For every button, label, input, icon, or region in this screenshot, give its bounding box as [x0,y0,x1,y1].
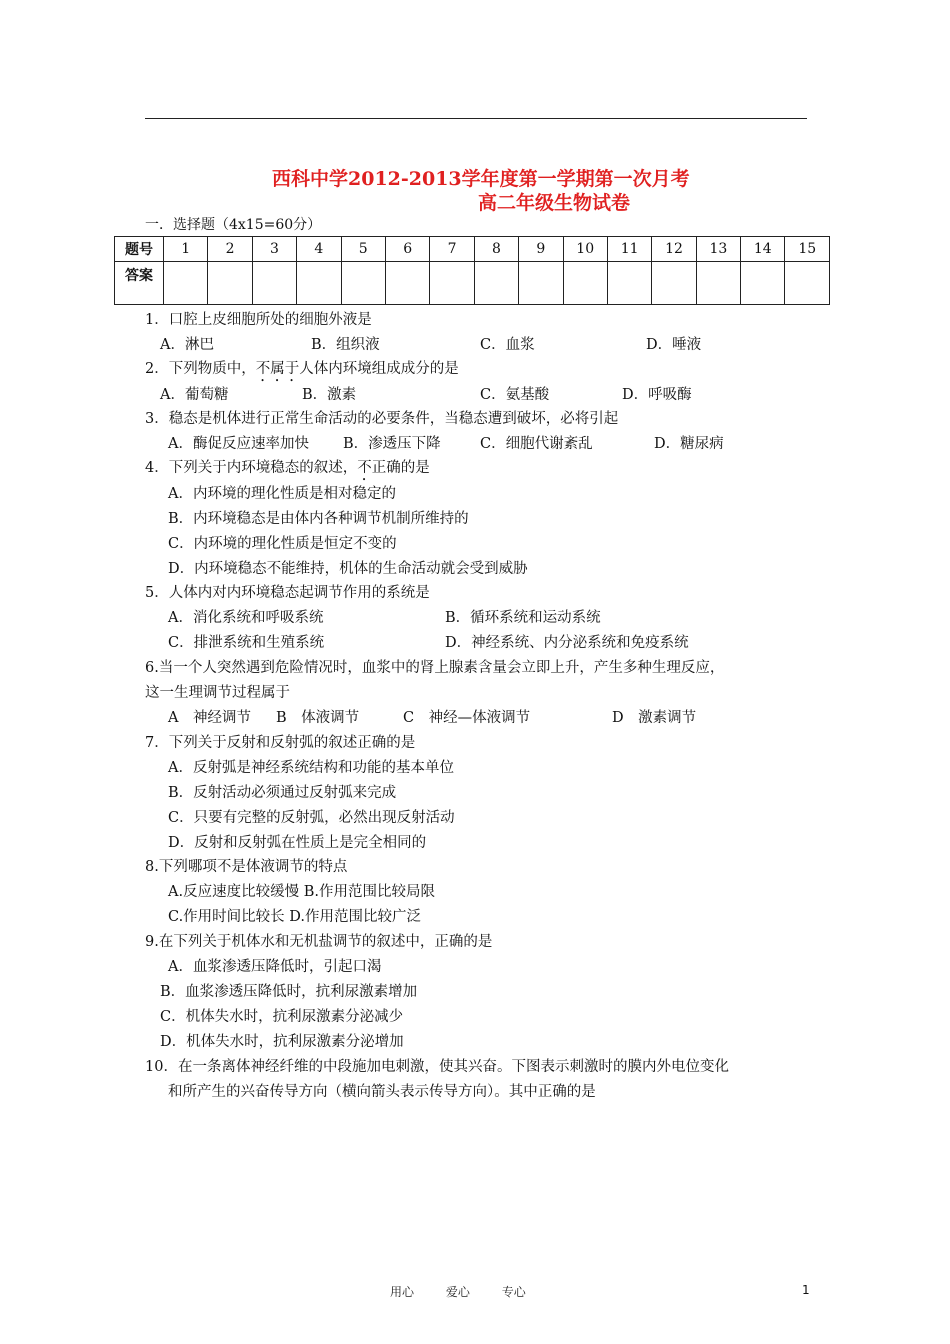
q5-stem: 5．人体内对内环境稳态起调节作用的系统是 [145,585,430,601]
answer-cell[interactable] [785,262,830,305]
q7-option-a: A．反射弧是神经系统结构和功能的基本单位 [168,760,454,776]
answer-cell[interactable] [297,262,341,305]
q2-stem [145,357,459,385]
exam-title-line2: 高二年级生物试卷 [478,192,631,214]
q1-option-b: B．组织液 [311,337,380,353]
footer-text-right: 专心 [501,1285,526,1299]
q10-stem-line1: 10．在一条离体神经纤维的中段施加电刺激，使其兴奋。下图表示刺激时的膜内外电位变化 [145,1059,729,1075]
q3-option-b: B．渗透压下降 [343,436,441,452]
row-header-answer: 答案 [115,262,164,305]
footer-text-mid: 爱心 [445,1285,470,1299]
answer-cell[interactable] [341,262,385,305]
qnum-cell: 11 [607,237,651,262]
q4-stem-emphasis: 不 [357,460,372,476]
q4-option-c: C．内环境的理化性质是恒定不变的 [168,536,397,552]
qnum-cell: 4 [297,237,341,262]
page-number: 1 [802,1283,810,1297]
q4-stem-pre: 4．下列关于内环境稳态的叙述， [145,460,358,476]
qnum-cell: 13 [696,237,740,262]
q9-option-b: B．血浆渗透压降低时，抗利尿激素增加 [160,984,418,1000]
q2-option-a: A．葡萄糖 [160,387,229,403]
answer-cell[interactable] [741,262,785,305]
q5-option-d: D．神经系统、内分泌系统和免疫系统 [445,635,689,651]
q8-options-ab: A.反应速度比较缓慢 B.作用范围比较局限 [168,884,435,900]
q5-option-a: A．消化系统和呼吸系统 [168,610,324,626]
q4-stem-post: 正确的是 [371,460,430,476]
q9-option-c: C．机体失水时，抗利尿激素分泌减少 [160,1009,404,1025]
q2-stem-pre: 2．下列物质中， [145,361,256,377]
q7-option-d: D．反射和反射弧在性质上是完全相同的 [168,835,427,851]
q9-stem: 9.在下列关于机体水和无机盐调节的叙述中，正确的是 [145,934,493,950]
q3-option-a: A．酶促反应速率加快 [168,436,309,452]
answer-row [115,262,830,305]
answer-cell[interactable] [652,262,696,305]
q5-option-b: B．循环系统和运动系统 [445,610,601,626]
answer-cell[interactable] [208,262,252,305]
q8-stem: 8.下列哪项不是体液调节的特点 [145,859,348,875]
q1-option-c: C．血浆 [480,337,535,353]
q10-stem-line2: 和所产生的兴奋传导方向（横向箭头表示传导方向）。其中正确的是 [168,1084,596,1100]
qnum-cell: 10 [563,237,607,262]
answer-cell[interactable] [164,262,208,305]
q5-option-c: C．排泄系统和生殖系统 [168,635,325,651]
answer-cell[interactable] [385,262,429,305]
row-header-number: 题号 [115,237,164,262]
q6-stem-line1: 6.当一个人突然遇到危险情况时，血浆中的肾上腺素含量会立即上升，产生多种生理反应， [145,660,725,676]
q4-option-d: D．内环境稳态不能维持，机体的生命活动就会受到威胁 [168,561,528,577]
q4-option-b: B．内环境稳态是由体内各种调节机制所维持的 [168,511,469,527]
answer-cell[interactable] [696,262,740,305]
answer-cell[interactable] [519,262,563,305]
header-rule [145,118,807,119]
q1-stem: 1．口腔上皮细胞所处的细胞外液是 [145,312,372,328]
qnum-cell: 5 [341,237,385,262]
q6-option-a: A 神经调节 [168,710,251,726]
q6-stem-line2: 这一生理调节过程属于 [145,685,290,701]
q9-option-d: D．机体失水时，抗利尿激素分泌增加 [160,1034,404,1050]
q7-option-c: C．只要有完整的反射弧，必然出现反射活动 [168,810,455,826]
q2-stem-post: 人体内环境组成成分的是 [299,361,459,377]
section-heading: 一．选择题（4x15=60分） [145,217,322,233]
question-number-row [115,237,830,262]
q3-stem: 3．稳态是机体进行正常生命活动的必要条件，当稳态遭到破坏，必将引起 [145,411,619,427]
q4-option-a: A．内环境的理化性质是相对稳定的 [168,486,396,502]
q1-option-a: A．淋巴 [160,337,214,353]
q6-option-b: B 体液调节 [276,710,360,726]
answer-cell[interactable] [607,262,651,305]
qnum-cell: 15 [785,237,830,262]
qnum-cell: 1 [164,237,208,262]
q2-option-c: C．氨基酸 [480,387,550,403]
qnum-cell: 2 [208,237,252,262]
q2-stem-emphasis: 不属于 [255,361,300,377]
q3-option-c: C．细胞代谢紊乱 [480,436,593,452]
q8-options-cd: C.作用时间比较长 D.作用范围比较广泛 [168,909,422,925]
answer-cell[interactable] [474,262,518,305]
qnum-cell: 9 [519,237,563,262]
q2-option-b: B．激素 [302,387,357,403]
qnum-cell: 6 [385,237,429,262]
qnum-cell: 3 [252,237,296,262]
q4-stem [145,456,430,484]
answer-cell[interactable] [430,262,474,305]
q9-option-a: A．血浆渗透压降低时，引起口渴 [168,959,382,975]
q1-option-d: D．唾液 [646,337,702,353]
qnum-cell: 12 [652,237,696,262]
qnum-cell: 8 [474,237,518,262]
qnum-cell: 7 [430,237,474,262]
footer-text-left: 用心 [390,1285,415,1299]
q6-option-d: D 激素调节 [612,710,697,726]
answer-cell[interactable] [252,262,296,305]
q7-stem: 7．下列关于反射和反射弧的叙述正确的是 [145,735,416,751]
q7-option-b: B．反射活动必须通过反射弧来完成 [168,785,397,801]
answer-table [114,236,830,305]
answer-cell[interactable] [563,262,607,305]
exam-title-line1: 西科中学2012-2013学年度第一学期第一次月考 [272,168,690,190]
q6-option-c: C 神经—体液调节 [403,710,531,726]
page-footer [390,1283,554,1300]
qnum-cell: 14 [741,237,785,262]
q2-option-d: D．呼吸酶 [622,387,692,403]
q3-option-d: D．糖尿病 [654,436,724,452]
